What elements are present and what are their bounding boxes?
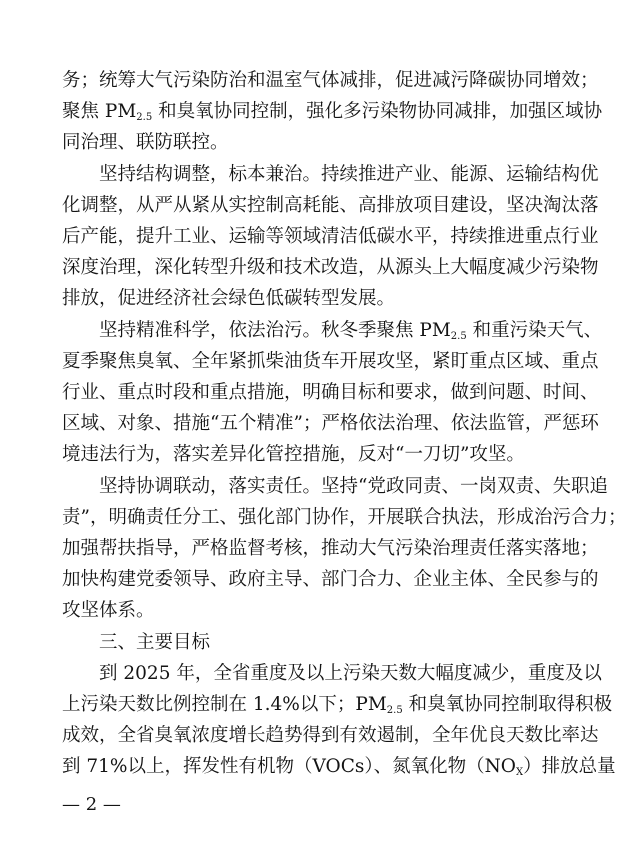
text-line-6: 后产能，提升工业、运输等领域清洁低碳水平，持续推进重点行业 xyxy=(62,226,599,247)
text-line-12: 区域、对象、措施“五个精准”；严格依法治理、依法监管，严惩环 xyxy=(62,413,599,435)
page-number: — 2 — xyxy=(62,793,121,815)
text-line-16: 加强帮扶指导，严格监督考核，推动大气污染治理责任落实落地； xyxy=(62,538,599,559)
text-line-18: 攻坚体系。 xyxy=(62,600,155,622)
text-line-4: 坚持结构调整，标本兼治。持续推进产业、能源、运输结构优 xyxy=(99,163,599,185)
text-line-23: 到 71%以上，挥发性有机物（VOCs）、氮氧化物$(NO_X)$排放总量 xyxy=(62,756,616,779)
text-line-15: 责”，明确责任分工、强化部门协作，开展联合执法，形成治污合力； xyxy=(62,506,626,528)
text-line-7: 深度治理，深化转型升级和技术改造，从源头上大幅度减少污染物 xyxy=(62,257,599,279)
text-line-2: 聚焦 $PM_{2.5}$ 和臭氧协同控制，强化多污染物协同减排，加强区域协 xyxy=(62,101,603,124)
text-line-11: 行业、重点时段和重点措施，明确目标和要求，做到问题、时间、 xyxy=(62,382,599,403)
text-line-1: 务；统筹大气污染防治和温室气体减排，促进减污降碳协同增效； xyxy=(62,70,599,91)
text-line-3: 同治理、联防联控。 xyxy=(62,132,229,154)
text-line-9: 坚持精准科学，依法治污。秋冬季聚焦 $PM_{2.5}$ 和重污染天气、 xyxy=(99,319,603,342)
text-line-21: 上污染天数比例控制在 1.4%以下；$PM_{2.5}$ 和臭氧协同控制取得积极 xyxy=(62,694,613,716)
text-line-8: 排放，促进经济社会绿色低碳转型发展。 xyxy=(62,288,396,310)
text-line-13: 境违法行为，落实差异化管控措施，反对“一刀切”攻坚。 xyxy=(62,444,525,466)
text-line-10: 夏季聚焦臭氧、全年紧抓柴油货车开展攻坚，紧盯重点区域、重点 xyxy=(62,350,599,372)
text-line-20: 到 2025 年，全省重度及以上污染天数大幅度减少，重度及以 xyxy=(99,662,602,684)
text-line-22: 成效，全省臭氧浓度增长趋势得到有效遏制，全年优良天数比率达 xyxy=(62,725,599,747)
text-line-5: 化调整，从严从紧从实控制高耗能、高排放项目建设，坚决淘汰落 xyxy=(62,194,599,216)
section-heading: 三、主要目标 xyxy=(99,631,211,653)
text-line-17: 加快构建党委领导、政府主导、部门合力、企业主体、全民参与的 xyxy=(62,569,599,591)
text-line-14: 坚持协调联动，落实责任。坚持“党政同责、一岗双责、失职追 xyxy=(99,475,608,497)
